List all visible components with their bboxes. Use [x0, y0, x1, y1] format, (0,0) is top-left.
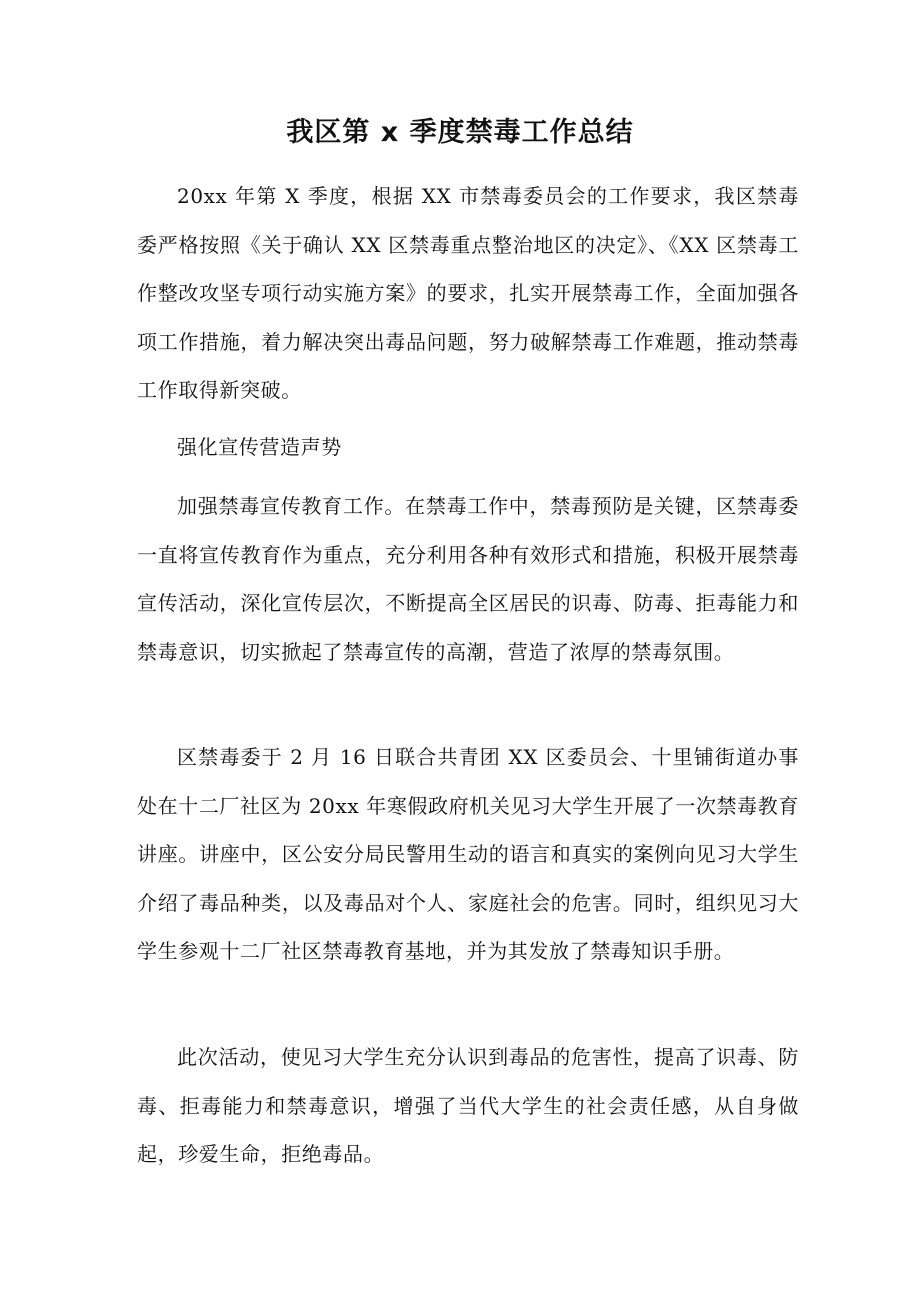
paragraph-publicity: 加强禁毒宣传教育工作。在禁毒工作中，禁毒预防是关键，区禁毒委一直将宣传教育作为重点，充分利用各种有效形式和措施，积极开展禁毒宣传活动，深化宣传层次，不断提高全区居民的识毒、防毒、拒毒能力和禁毒意识，切实掀起了禁毒宣传的高潮，营造了浓厚的禁毒氛围。: [137, 494, 799, 664]
section-heading: 强化宣传营造声势: [177, 435, 342, 459]
paragraph-outcome: 此次活动，使见习大学生充分认识到毒品的危害性，提高了识毒、防毒、拒毒能力和禁毒意识，增强了当代大学生的社会责任感，从自身做起，珍爱生命，拒绝毒品。: [137, 1045, 799, 1166]
document-title: 我区第 x 季度禁毒工作总结: [286, 117, 634, 148]
paragraph-intro: 20xx 年第 X 季度，根据 XX 市禁毒委员会的工作要求，我区禁毒委严格按照《关于确认 XX 区禁毒重点整治地区的决定》、《XX 区禁毒工作整改攻坚专项行动实施方案》的要求，扎实开展禁毒工作，全面加强各项工作措施，着力解决突出毒品问题，努力破解禁毒工作难题，推动禁毒工作取得新突破。: [137, 184, 799, 402]
paragraph-lecture: 区禁毒委于 2 月 16 日联合共青团 XX 区委员会、十里铺街道办事处在十二厂社区为 20xx 年寒假政府机关见习大学生开展了一次禁毒教育讲座。讲座中，区公安分局民警用生动的语言和真实的案例向见习大学生介绍了毒品种类，以及毒品对个人、家庭社会的危害。同时，组织见习大学生参观十二厂社区禁毒教育基地，并为其发放了禁毒知识手册。: [137, 745, 799, 963]
